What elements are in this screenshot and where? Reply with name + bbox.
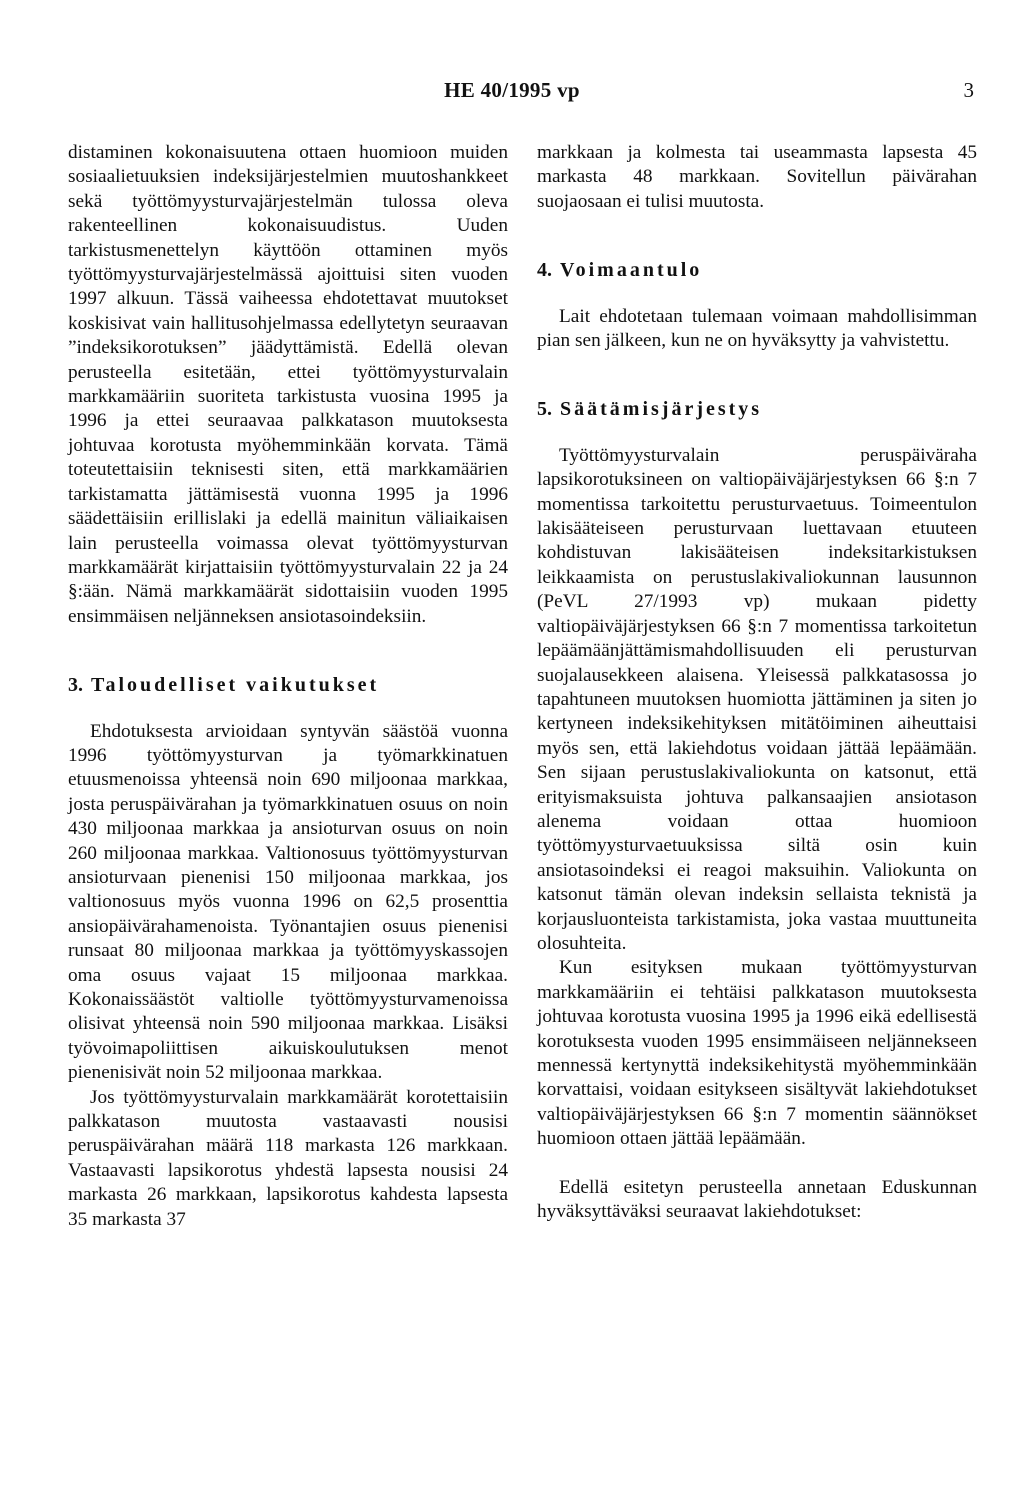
paragraph-continued: markkaan ja kolmesta tai useammasta lapsesta 45 markasta 48 markkaan. Sovitellun päivärahan suojaosaan ei tulisi muutosta. (537, 142, 977, 212)
paragraph-continued: distaminen kokonaisuutena ottaen huomioon muiden sosiaalietuuksien indeksijärjestelmien muutoshankkeet sekä työttömyysturvajärjestelmän tulossa oleva rakenteellinen kokonaisuudistus. Uuden tarkistusmenettelyn käyttöön ottaminen myös työttömyysturvajärjestelmässä ajoittuisi siten vuoden 1997 alkuun. Tässä vaiheessa ehdotettavat muutokset koskisivat vain hallitusohjelmassa edellytetyn seuraavan ”indeksikorotuksen” jäädyttämistä. Edellä olevan perusteella esitetään, ettei työttömyysturvalain markkamääriin suoriteta tarkistusta vuosina 1995 ja 1996 ja ettei seuraavaa palkkatason muutoksesta johtuvaa korotusta myöhemminkään korvata. Tämä toteutettaisiin teknisesti siten, että markkamäärien tarkistamatta jättämisestä vuonna 1995 ja 1996 säädettäisiin erillislaki ja edellä mainitun väliaikaisen lain perusteella voimassa olevat työttömyysturvan markkamäärät kirjattaisiin työttömyysturvalain 22 ja 24 §:ään. Nämä markkamäärät sidottaisiin vuoden 1995 ensimmäisen neljänneksen ansiotasoindeksiin. (68, 142, 508, 627)
section-number: 4. (537, 259, 552, 282)
paragraph: Jos työttömyysturvalain markkamäärät korotettaisiin palkkatason muutosta vastaavasti nousisi peruspäivärahan määrä 118 markasta 126 markkaan. Vastaavasti lapsikorotus yhdestä lapsesta nousisi 24 markasta 26 markkaan, lapsikorotus kahdesta lapsesta 35 markasta 37 (68, 1086, 508, 1230)
section-title: Voimaantulo (560, 259, 703, 282)
paragraph: Edellä esitetyn perusteella annetaan Eduskunnan hyväksyttäväksi seuraavat lakiehdotukset: (537, 1176, 977, 1223)
section-number: 5. (537, 398, 552, 421)
section-heading-5 (537, 397, 977, 421)
section-title: Taloudelliset vaikutukset (91, 674, 380, 697)
section-heading-4 (537, 258, 977, 282)
paragraph: Lait ehdotetaan tulemaan voimaan mahdollisimman pian sen jälkeen, kun ne on hyväksytty ja vahvistettu. (537, 305, 977, 352)
section-number: 3. (68, 674, 83, 697)
page-header (0, 78, 1024, 108)
section-title: Säätämisjärjestys (560, 398, 763, 421)
left-column (68, 141, 508, 1232)
right-column (537, 141, 977, 1224)
paragraph: Työttömyysturvalain peruspäiväraha lapsikorotuksineen on valtiopäiväjärjestyksen 66 §:n 7 momentissa tarkoitettu perusturvaetuus. Toimeentulon lakisääteiseen perusturvaan luettavaan etuuteen kohdistuvan lakisääteisen indeksitarkistuksen leikkaamista on perustuslakivaliokunnan lausunnon (PeVL 27/1993 vp) mukaan pidetty valtiopäiväjärjestyksen 66 §:n 7 momentissa tarkoitetun lepäämäänjättämismahdollisuuden eli perusturvan suojalausekkeen alaisena. Yleisessä palkkatasossa jo tapahtuneen muutoksen huomiotta jättäminen ja siten jo kertyneen indeksikehityksen mitätöiminen aiheuttaisi myös sen, että lakiehdotus voidaan jättää lepäämään. Sen sijaan perustuslakivaliokunta on katsonut, että erityismaksuista johtuva palkansaajien ansiotason alenema voidaan ottaa huomioon työttömyysturvaetuuksissa siltä osin kuin ansiotasoindeksi ei reagoi maksuihin. Valiokunta on katsonut tämän olevan indeksin sellaista teknistä ja korjausluonteista tarkistamista, joka vastaa muuttuneita olosuhteita. (537, 444, 977, 954)
section-heading-3 (68, 673, 508, 697)
document-id: HE 40/1995 vp (444, 78, 580, 102)
page-number: 3 (963, 78, 974, 102)
paragraph: Kun esityksen mukaan työttömyysturvan markkamääriin ei tehtäisi palkkatason muutoksesta johtuvaa korotusta vuosina 1995 ja 1996 eikä edellisestä korotuksesta vuoden 1995 ensimmäiseen neljännekseen mennessä kertynyttä indeksikehitystä myöhemminkään korvattaisi, voidaan esitykseen sisältyvät lakiehdotukset valtiopäiväjärjestyksen 66 §:n 7 momentin säännökset huomioon ottaen jättää lepäämään. (537, 957, 977, 1150)
paragraph: Ehdotuksesta arvioidaan syntyvän säästöä vuonna 1996 työttömyysturvan ja työmarkkinatuen etuusmenoissa yhteensä noin 690 miljoonaa markkaa, josta peruspäivärahan ja työmarkkinatuen osuus on noin 430 miljoonaa markkaa ja ansioturvan osuus on noin 260 miljoonaa markkaa. Valtionosuus työttömyysturvan ansioturvaan pienenisi 150 miljoonaa markkaa, jos valtionosuus myös vuonna 1996 on 62,5 prosenttia ansiopäivärahamenoista. Työnantajien osuus pienenisi runsaat 80 miljoonaa markkaa ja työttömyyskassojen oma osuus vajaat 15 miljoonaa markkaa. Kokonaissäästöt valtiolle työttömyysturvamenoissa olisivat yhteensä noin 590 miljoonaa markkaa. Lisäksi työvoimapoliittisen aikuiskoulutuksen menot pienenisivät noin 52 miljoonaa markkaa. (68, 720, 508, 1084)
